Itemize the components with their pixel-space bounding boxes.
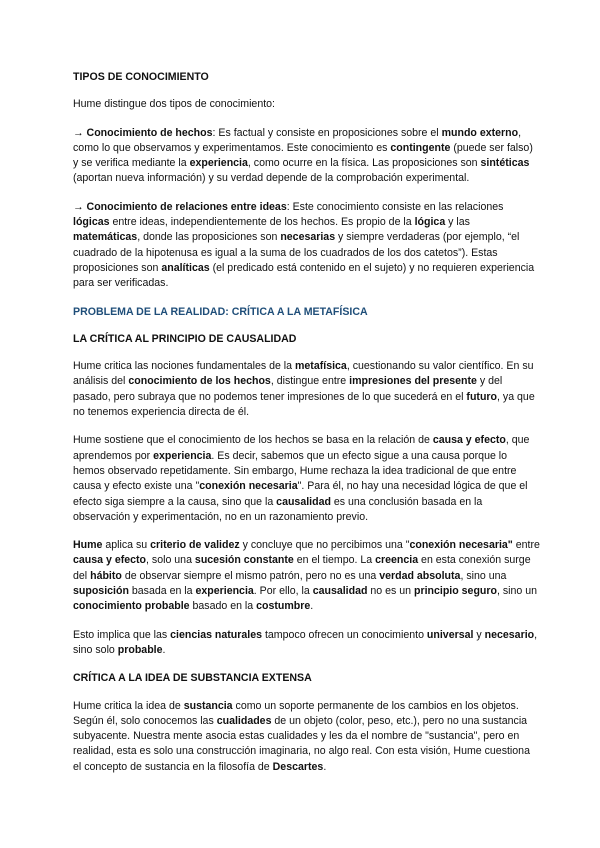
bold-term: metafísica [295,360,347,373]
bold-term: necesario [484,628,535,641]
bold-term: lógica [414,216,446,229]
bold-term: ciencias naturales [170,628,263,641]
paragraph-substancia: Hume critica la idea de sustancia como un soporte permanente de los cambios en los objetos. Según él, solo conocemos las cualidades de un objeto (color, peso, etc.), pero no una sustancia subyacente. Nuestra mente asocia estas cualidades y les da el nombre de "sustancia", pero en realidad, esta es solo una construcción imaginaria, no algo real. Con esta visión, Hume cuestiona el concepto de sustancia en la filosofía de Descartes. [73,699,530,773]
bold-term: principio seguro [413,585,497,598]
arrow: → [73,200,87,213]
bold-term: necesarias [280,231,336,244]
bold-term: sustancia [183,699,233,712]
arrow: → [73,126,87,139]
paragraph-causalidad-3: Hume aplica su criterio de validez y concluye que no percibimos una "conexión necesaria" entre causa y efecto, solo una sucesión constante en el tiempo. La creencia en esta conexión surge del hábito de observar siempre el mismo patrón, pero no es una verdad absoluta, sino una suposición basada en la experiencia. Por ello, la causalidad no es un principio seguro, sino un conocimiento probable basado en la costumbre. [73,539,540,613]
bold-term: sucesión constante [194,554,294,567]
bold-term: causalidad [276,495,331,508]
bold-term: criterio de validez [150,539,240,552]
bold-term: conocimiento probable [73,600,190,613]
bold-term: lógicas [73,216,110,229]
bold-term: Hume [73,539,103,552]
heading-problema-realidad: PROBLEMA DE LA REALIDAD: CRÍTICA A LA METAFÍSICA [73,305,368,318]
bold-term: probable [117,643,163,656]
paragraph-conocimiento-hechos: → Conocimiento de hechos: Es factual y consiste en proposiciones sobre el mundo externo, como lo que observamos y experimentamos. Este conocimiento es contingente (puede ser falso) y se verifica mediante la experiencia, como ocurre en la física. Las proposiciones son sintéticas (aportan nueva información) y su verdad depende de la comprobación experimental. [73,126,533,185]
bold-term: conexión necesaria" [409,539,513,552]
bold-term: creencia [375,554,419,567]
bold-term: analíticas [161,261,210,274]
bold-term: mundo externo [441,126,519,139]
bold-term: verdad absoluta [379,569,461,582]
bold-term: costumbre [256,600,311,613]
bold-term: matemáticas [73,231,138,244]
heading-tipos-conocimiento: TIPOS DE CONOCIMIENTO [73,71,209,83]
bold-term: universal [426,628,474,641]
bold-term: Conocimiento de relaciones entre ideas [86,200,287,213]
bold-term: causa y efecto [73,554,147,567]
bold-term: contingente [390,141,451,154]
heading-critica-substancia: CRÍTICA A LA IDEA DE SUBSTANCIA EXTENSA [73,672,312,685]
intro-paragraph: Hume distingue dos tipos de conocimiento: [73,98,275,111]
bold-term: cualidades [216,714,272,727]
bold-term: impresiones del presente [349,375,477,388]
bold-term: causa y efecto [432,434,506,447]
bold-term: suposición [73,585,129,598]
heading-critica-causalidad: LA CRÍTICA AL PRINCIPIO DE CAUSALIDAD [73,332,297,345]
bold-term: experiencia [153,449,212,462]
bold-term: hábito [90,569,122,582]
bold-term: Descartes [272,760,324,773]
bold-term: conocimiento de los hechos [128,375,271,388]
bold-term: experiencia [189,157,248,170]
bold-term: futuro [466,390,498,403]
bold-term: causalidad [312,585,368,598]
bold-term: conexión necesaria [199,480,298,493]
paragraph-causalidad-4: Esto implica que las ciencias naturales tampoco ofrecen un conocimiento universal y necesario, sino solo probable. [73,628,538,656]
paragraph-causalidad-2: Hume sostiene que el conocimiento de los hechos se basa en la relación de causa y efecto, que aprendemos por experiencia. Es decir, sabemos que un efecto sigue a una causa porque lo hemos observado repetidamente. Sin embargo, Hume rechaza la idea tradicional de que entre causa y efecto existe una "conexión necesaria". Para él, no hay una necesidad lógica de que el efecto siga siempre a la causa, sino que la causalidad es una conclusión basada en la observación y experimentación, no en un razonamiento previo. [73,434,530,523]
bold-term: experiencia [195,585,254,598]
bold-term: sintéticas [480,157,530,170]
paragraph-relaciones-ideas: → Conocimiento de relaciones entre ideas: Este conocimiento consiste en las relaciones lógicas entre ideas, independientemente de los hechos. Es propio de la lógica y las matemáticas, donde las proposiciones son necesarias y siempre verdaderas (por ejemplo, “el cuadrado de la hipotenusa es igual a la suma de los cuadrados de los dos catetos”). Estas proposiciones son analíticas (el predicado está contenido en el sujeto) y no requieren experiencia para ser verificadas. [73,200,535,290]
bold-term: Conocimiento de hechos [86,126,213,139]
paragraph-causalidad-1: Hume critica las nociones fundamentales de la metafísica, cuestionando su valor científico. En su análisis del conocimiento de los hechos, distingue entre impresiones del presente y del pasado, pero subraya que no podemos tener impresiones de lo que sucederá en el futuro, ya que no tenemos experiencia directa de él. [73,360,535,419]
